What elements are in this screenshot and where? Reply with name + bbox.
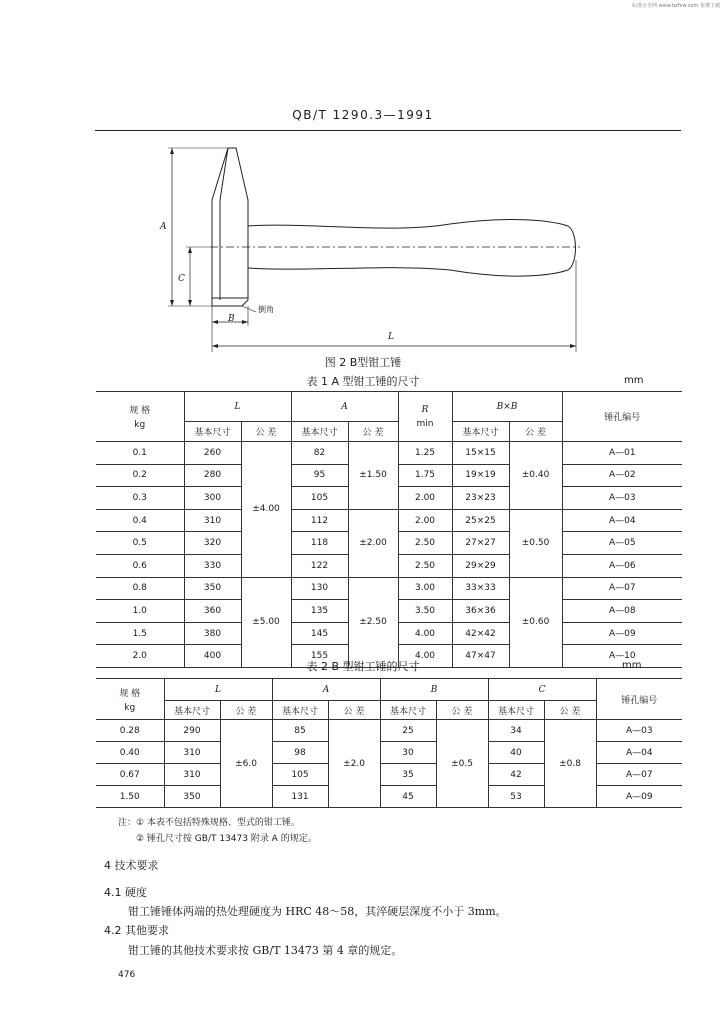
table-cell: 130 (291, 577, 348, 600)
t2-c-tol: 公 差 (544, 701, 596, 720)
table-cell: A—09 (596, 786, 682, 808)
table-cell: 15×15 (452, 442, 509, 465)
t2-header-spec: 规 格 kg (96, 679, 164, 720)
table-cell: A—08 (562, 600, 682, 623)
label-chamfer: 倒角 (258, 305, 274, 314)
table-cell: 105 (272, 764, 328, 786)
table-cell: 310 (184, 509, 241, 532)
table-cell: 4.00 (398, 622, 452, 645)
t2-a-tol: 公 差 (328, 701, 380, 720)
table-cell: 0.2 (96, 464, 184, 487)
t1-header-spec: 规 格 kg (96, 392, 184, 442)
table-cell: 290 (164, 720, 220, 742)
table-cell: 320 (184, 532, 241, 555)
table-row (96, 720, 682, 742)
table-cell: 2.00 (398, 487, 452, 510)
t2-c-basic: 基本尺寸 (488, 701, 544, 720)
table-cell: 29×29 (452, 554, 509, 577)
table-cell: A—04 (562, 509, 682, 532)
table-cell: 280 (184, 464, 241, 487)
t2-b-tol: 公 差 (436, 701, 488, 720)
watermark: 标准分享网 www.bzfxw.com 免费下载 (632, 3, 720, 9)
table-cell: 0.67 (96, 764, 164, 786)
table-cell: 34 (488, 720, 544, 742)
note-2: ② 锤孔尺寸按 GB/T 13473 附录 A 的规定。 (136, 834, 317, 844)
t2-a-basic: 基本尺寸 (272, 701, 328, 720)
t1-l-tol: 公 差 (241, 422, 291, 442)
table1-caption: 表 1 A 型钳工锤的尺寸 (306, 375, 420, 388)
table-cell: 1.25 (398, 442, 452, 465)
t1-l-tol-1: ±4.00 (241, 442, 291, 578)
t2-l-basic: 基本尺寸 (164, 701, 220, 720)
table-cell: 105 (291, 487, 348, 510)
table-cell: 0.3 (96, 487, 184, 510)
note-1: 注：① 本表不包括特殊规格、型式的钳工锤。 (118, 818, 300, 828)
table-cell: 3.00 (398, 577, 452, 600)
page-number: 476 (118, 970, 136, 980)
table1-unit: mm (624, 375, 644, 386)
t2-b-basic: 基本尺寸 (380, 701, 436, 720)
t1-bb-tol-2: ±0.50 (509, 509, 562, 577)
table-cell: 350 (164, 786, 220, 808)
table-cell: 2.0 (96, 645, 184, 668)
section-4-1-title: 4.1 硬度 (104, 886, 147, 899)
table-cell: 112 (291, 509, 348, 532)
table-cell: A—07 (596, 764, 682, 786)
t1-header-r: R min (398, 392, 452, 442)
table2-unit: mm (622, 660, 642, 671)
table-cell: 400 (184, 645, 241, 668)
table-row (96, 577, 682, 600)
table-cell: 42 (488, 764, 544, 786)
table-cell: 30 (380, 742, 436, 764)
table-cell: 0.8 (96, 577, 184, 600)
t2-b-tol-value: ±0.5 (436, 720, 488, 808)
t2-header-a: A (272, 679, 380, 701)
section-4-1-text: 钳工锤锤体两端的热处理硬度为 HRC 48～58，其淬硬层深度不小于 3mm。 (128, 905, 507, 918)
table-cell: 85 (272, 720, 328, 742)
table-cell: 4.00 (398, 645, 452, 668)
table-cell: 35 (380, 764, 436, 786)
t1-a-tol-1: ±1.50 (348, 442, 398, 510)
table-cell: 0.1 (96, 442, 184, 465)
table-cell: 3.50 (398, 600, 452, 623)
table-cell: 350 (184, 577, 241, 600)
table-cell: 0.5 (96, 532, 184, 555)
t1-a-tol-2: ±2.00 (348, 509, 398, 577)
table-cell: 53 (488, 786, 544, 808)
chamfer-leader (242, 306, 256, 312)
table-cell: 310 (164, 764, 220, 786)
table-cell: 2.00 (398, 509, 452, 532)
table-cell: 300 (184, 487, 241, 510)
table-cell: 1.75 (398, 464, 452, 487)
table-cell: 25 (380, 720, 436, 742)
t1-bb-tol-3: ±0.60 (509, 577, 562, 667)
table-cell: 131 (272, 786, 328, 808)
table2 (96, 678, 682, 808)
table-cell: 19×19 (452, 464, 509, 487)
table-cell: 98 (272, 742, 328, 764)
standard-number: QB/T 1290.3—1991 (292, 108, 434, 122)
table-cell: 23×23 (452, 487, 509, 510)
t1-header-bxb: B×B (452, 392, 562, 422)
table-cell: 122 (291, 554, 348, 577)
t2-header-hole: 锤孔编号 (596, 679, 682, 720)
table-cell: 27×27 (452, 532, 509, 555)
t2-l-tol: 公 差 (220, 701, 272, 720)
table-cell: A—07 (562, 577, 682, 600)
table-cell: 47×47 (452, 645, 509, 668)
figure-caption: 图 2 B型钳工锤 (324, 356, 402, 369)
t1-bb-tol: 公 差 (509, 422, 562, 442)
t1-bb-tol-1: ±0.40 (509, 442, 562, 510)
header-rule (95, 130, 681, 131)
table2-caption: 表 2 B 型钳工锤的尺寸 (306, 660, 420, 673)
t2-header-l: L (164, 679, 272, 701)
t2-header-c: C (488, 679, 596, 701)
section-4-2-text: 钳工锤的其他技术要求按 GB/T 13473 第 4 章的规定。 (128, 944, 403, 957)
t1-l-tol-2: ±5.00 (241, 577, 291, 667)
table-cell: A—09 (562, 622, 682, 645)
table-cell: A—06 (562, 554, 682, 577)
table-cell: A—10 (562, 645, 682, 668)
table-cell: 260 (184, 442, 241, 465)
table-cell: 0.4 (96, 509, 184, 532)
hammer-drawing (150, 140, 590, 352)
table-cell: 360 (184, 600, 241, 623)
table-cell: 310 (164, 742, 220, 764)
t1-a-tol-3: ±2.50 (348, 577, 398, 667)
handle-outline (248, 220, 576, 277)
table1 (96, 391, 682, 668)
t2-a-tol-value: ±2.0 (328, 720, 380, 808)
label-b: B (228, 314, 235, 324)
section-4-title: 4 技术要求 (104, 859, 159, 872)
t1-a-tol: 公 差 (348, 422, 398, 442)
t1-header-a: A (291, 392, 398, 422)
section-4-2-title: 4.2 其他要求 (104, 924, 169, 937)
t1-l-basic: 基本尺寸 (184, 422, 241, 442)
table-cell: 33×33 (452, 577, 509, 600)
label-l: L (388, 332, 394, 342)
t2-l-tol-value: ±6.0 (220, 720, 272, 808)
table-cell: 36×36 (452, 600, 509, 623)
table-cell: A—02 (562, 464, 682, 487)
table-cell: 2.50 (398, 532, 452, 555)
table-cell: 25×25 (452, 509, 509, 532)
table-row (96, 509, 682, 532)
table-cell: A—03 (562, 487, 682, 510)
table-cell: 82 (291, 442, 348, 465)
table-cell: 0.6 (96, 554, 184, 577)
t2-header-b: B (380, 679, 488, 701)
table-cell: 40 (488, 742, 544, 764)
table-cell: 330 (184, 554, 241, 577)
table-cell: A—01 (562, 442, 682, 465)
table-cell: 95 (291, 464, 348, 487)
table-cell: 0.40 (96, 742, 164, 764)
table-row (96, 442, 682, 465)
table-cell: A—03 (596, 720, 682, 742)
table-cell: A—04 (596, 742, 682, 764)
table-cell: 42×42 (452, 622, 509, 645)
table-cell: 0.28 (96, 720, 164, 742)
table-cell: 1.5 (96, 622, 184, 645)
table-cell: 135 (291, 600, 348, 623)
table-cell: 118 (291, 532, 348, 555)
table-cell: 1.0 (96, 600, 184, 623)
table-cell: 155 (291, 645, 348, 668)
label-c: C (178, 274, 185, 284)
t2-c-tol-value: ±0.8 (544, 720, 596, 808)
label-a: A (160, 222, 167, 232)
t1-a-basic: 基本尺寸 (291, 422, 348, 442)
table-cell: 2.50 (398, 554, 452, 577)
table-cell: 145 (291, 622, 348, 645)
table-cell: A—05 (562, 532, 682, 555)
hammer-head-outline (212, 148, 248, 306)
table-cell: 380 (184, 622, 241, 645)
t1-bb-basic: 基本尺寸 (452, 422, 509, 442)
table-cell: 45 (380, 786, 436, 808)
t1-header-hole: 锤孔编号 (562, 392, 682, 442)
table-cell: 1.50 (96, 786, 164, 808)
t1-header-l: L (184, 392, 291, 422)
